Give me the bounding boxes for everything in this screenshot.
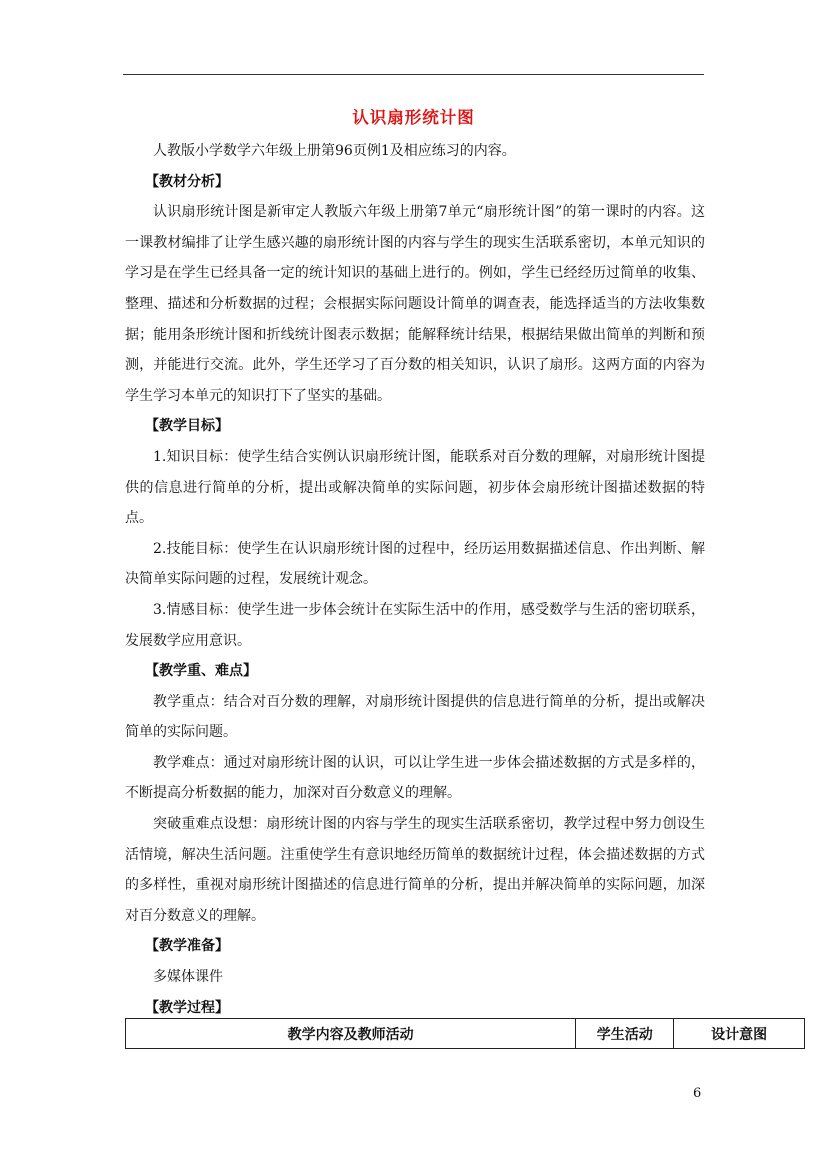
header-rule <box>123 74 704 75</box>
header-design-intent: 设计意图 <box>674 1019 805 1049</box>
intro-text: 人教版小学数学六年级上册第96页例1及相应练习的内容。 <box>153 143 516 159</box>
table-header-row <box>126 1019 805 1049</box>
process-heading: 【教学过程】 <box>145 999 229 1016</box>
breakthrough-text: 突破重难点设想：扇形统计图的内容与学生的现实生活联系密切，教学过程中努力创设生活情境，解决生活问题。注重使学生有意识地经历简单的数据统计过程，体会描述数据的方式的多样性，重视对扇形统计图描述的信息进行简单的分析，提出并解决简单的实际问题，加深对百分数意义的理解。 <box>125 816 705 924</box>
header-student-activity: 学生活动 <box>576 1019 674 1049</box>
document-body <box>125 136 705 1023</box>
goal-skill: 2.技能目标：使学生在认识扇形统计图的过程中，经历运用数据描述信息、作出判断、解决简单实际问题的过程，发展统计观念。 <box>125 540 705 588</box>
header-content-activity: 教学内容及教师活动 <box>126 1019 576 1049</box>
analysis-heading: 【教材分析】 <box>145 173 229 190</box>
analysis-text: 认识扇形统计图是新审定人教版六年级上册第7单元“扇形统计图”的第一课时的内容。这一课教材编排了让学生感兴趣的扇形统计图的内容与学生的现实生活联系密切，本单元知识的学习是在学生已经具备一定的统计知识的基础上进行的。例如，学生已经经历过简单的收集、整理、描述和分析数据的过程；会根据实际问题设计简单的调查表，能选择适当的方法收集数据；能用条形统计图和折线统计图表示数据；能解释统计结果，根据结果做出简单的判断和预测，并能进行交流。此外，学生还学习了百分数的相关知识，认识了扇形。这两方面的内容为学生学习本单元的知识打下了坚实的基础。 <box>125 204 705 404</box>
page-number: 6 <box>693 1086 702 1101</box>
goal-emotion: 3.情感目标：使学生进一步体会统计在实际生活中的作用，感受数学与生活的密切联系，发展数学应用意识。 <box>125 601 705 649</box>
document-title: 认识扇形统计图 <box>352 108 475 127</box>
preparation-text: 多媒体课件 <box>153 969 223 986</box>
difficult-point-text: 教学难点：通过对扇形统计图的认识，可以让学生进一步体会描述数据的方式是多样的，不断提高分析数据的能力，加深对百分数意义的理解。 <box>125 754 705 802</box>
preparation-heading: 【教学准备】 <box>145 938 229 955</box>
goal-knowledge: 1.知识目标：使学生结合实例认识扇形统计图，能联系对百分数的理解，对扇形统计图提供的信息进行简单的分析，提出或解决简单的实际问题，初步体会扇形统计图描述数据的特点。 <box>125 448 705 527</box>
teaching-process-table <box>125 1018 805 1049</box>
key-point-text: 教学重点：结合对百分数的理解，对扇形统计图提供的信息进行简单的分析，提出或解决简单的实际问题。 <box>125 693 705 741</box>
key-points-heading: 【教学重、难点】 <box>145 663 257 680</box>
goals-heading: 【教学目标】 <box>145 418 229 435</box>
